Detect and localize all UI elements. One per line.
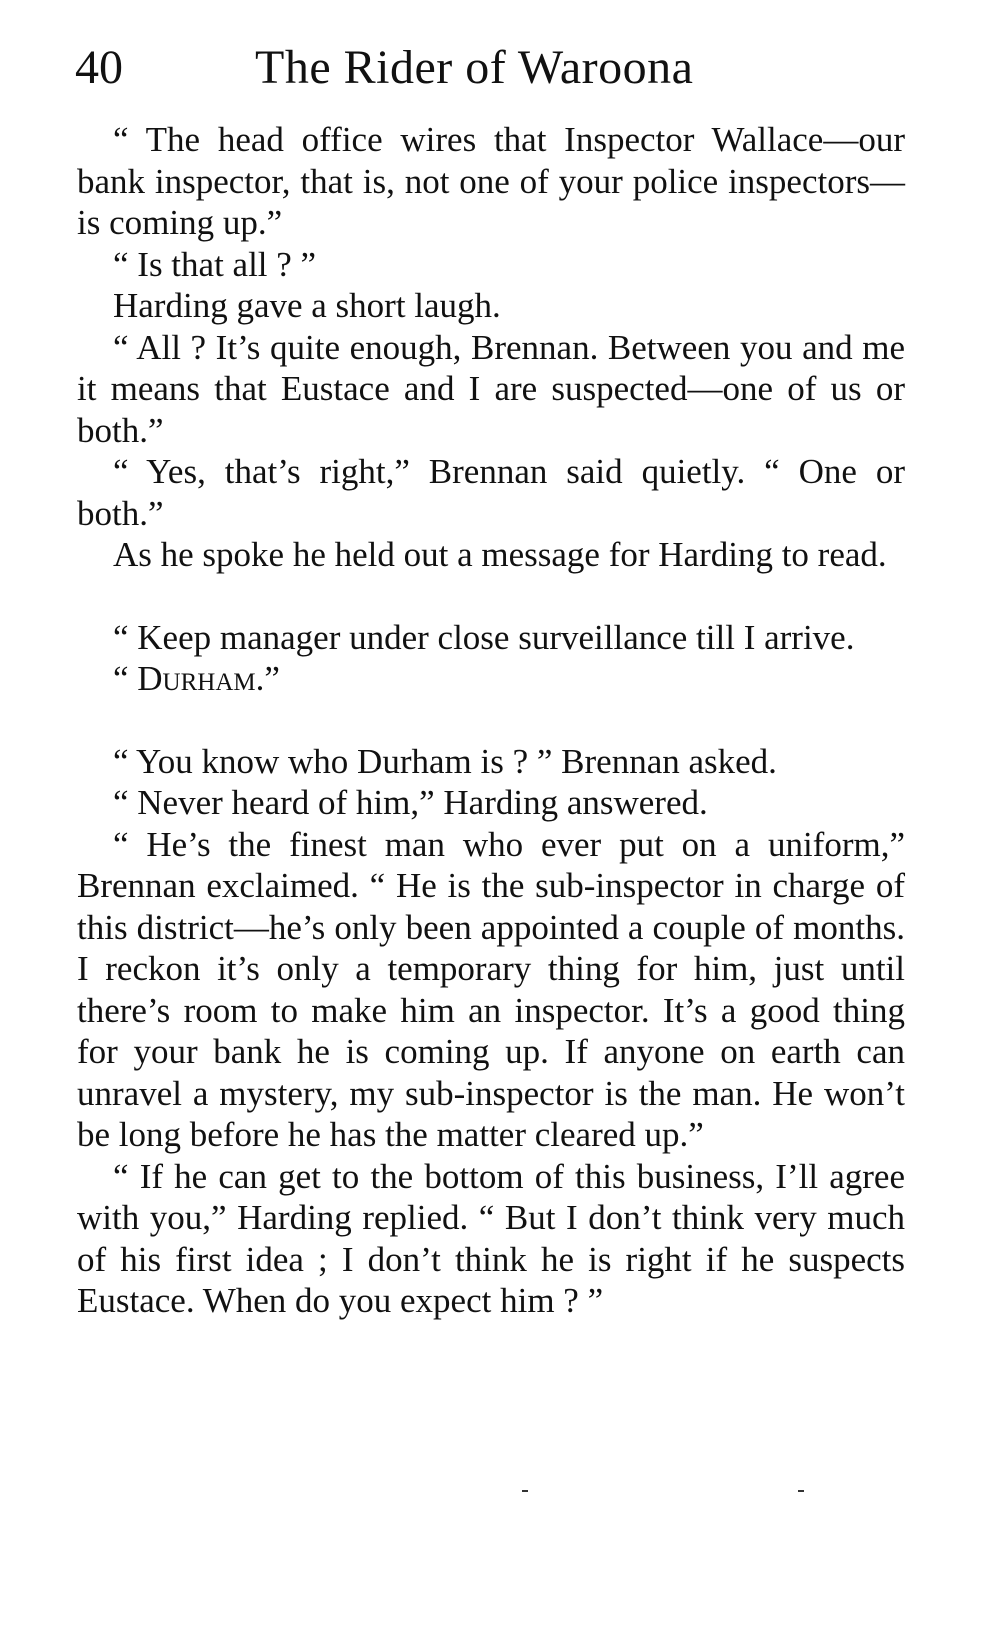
paragraph: As he spoke he held out a message for Harding to read. [113, 535, 887, 574]
paragraph: “ If he can get to the bottom of this business, I’ll agree with you,” Harding replied. “ But I don’t think very much of his first idea ; I don’t think he is right if he suspects Eustace. When do you expect him ? ” [77, 1156, 905, 1320]
paragraph: “ Never heard of him,” Harding answered. [113, 783, 708, 822]
telegram-text: “ Keep manager under close surveillance till I arrive. [113, 617, 855, 657]
paragraph: “ You know who Durham is ? ” Brennan asked. [113, 741, 777, 781]
paragraph: Harding gave a short laugh. [113, 286, 501, 325]
paragraph: “ He’s the finest man who ever put on a uniform,” Brennan exclaimed. “ He is the sub-inspector in charge of this district—he’s only been appointed a couple of months. I reckon it’s only a temporary thing for him, just until there’s room to make him an inspector. It’s a good thing for your bank he is coming up. If anyone on earth can unravel a mystery, my sub-inspector is the man. He won’t be long before he has the matter cleared up.” [77, 824, 905, 1154]
footer-mark [798, 1490, 804, 1492]
paragraph: “ Yes, that’s right,” Brennan said quietly. “ One or both.” [77, 452, 905, 533]
paragraph: “ Is that all ? ” [113, 244, 317, 284]
running-title: The Rider of Waroona [255, 41, 694, 94]
page-header [75, 38, 905, 98]
page-number: 40 [75, 41, 123, 94]
footer-mark [522, 1490, 528, 1492]
telegram-signature: “ Durham.” [113, 659, 280, 698]
paragraph: “ All ? It’s quite enough, Brennan. Between you and me it means that Eustace and I are suspected—one of us or both.” [77, 327, 905, 450]
paragraph: “ The head office wires that Inspector Wallace—our bank inspector, that is, not one of your police inspectors—is coming up.” [77, 120, 905, 242]
body-text [77, 119, 905, 1322]
